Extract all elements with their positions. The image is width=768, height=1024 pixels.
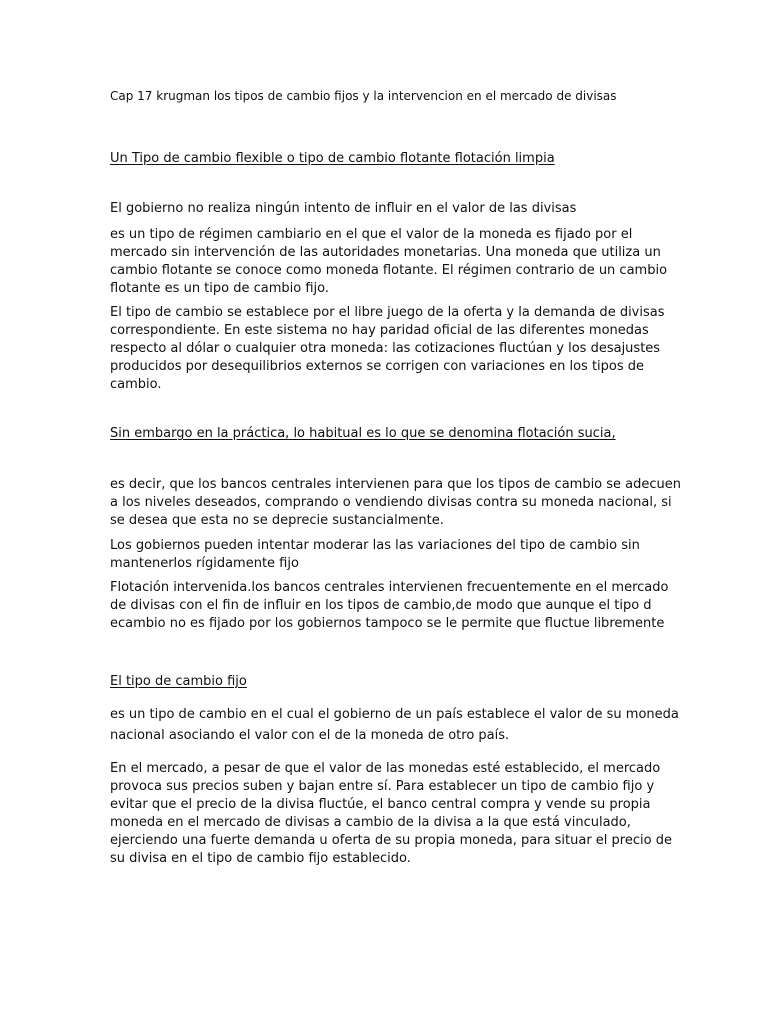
paragraph-line: producidos por desequilibrios externos se corrigen con variaciones en los tipos de <box>110 359 645 374</box>
paragraph-line: flotante es un tipo de cambio fijo. <box>110 281 330 296</box>
paragraph-line: En el mercado, a pesar de que el valor de las monedas esté establecido, el mercado <box>110 761 661 776</box>
paragraph-line: mercado sin intervención de las autoridades monetarias. Una moneda que utiliza un <box>110 245 661 260</box>
paragraph-line: es decir, que los bancos centrales intervienen para que los tipos de cambio se adecuen <box>110 477 682 492</box>
paragraph-line: moneda en el mercado de divisas a cambio de la divisa a la que está vinculado, <box>110 815 631 830</box>
paragraph-line: es un tipo de cambio en el cual el gobierno de un país establece el valor de su moneda <box>110 707 679 722</box>
paragraph-line: Los gobiernos pueden intentar moderar las las variaciones del tipo de cambio sin <box>110 538 640 553</box>
paragraph-line: evitar que el precio de la divisa fluctúe, el banco central compra y vende su propia <box>110 797 651 812</box>
paragraph-line: El gobierno no realiza ningún intento de influir en el valor de las divisas <box>110 201 577 216</box>
paragraph-line: El tipo de cambio se establece por el libre juego de la oferta y la demanda de divisas <box>110 305 665 320</box>
section-heading-dirty-float: Sin embargo en la práctica, lo habitual es lo que se denomina flotación sucia, <box>110 426 616 441</box>
paragraph-line: correspondiente. En este sistema no hay paridad oficial de las diferentes monedas <box>110 323 649 338</box>
paragraph-line: es un tipo de régimen cambiario en el que el valor de la moneda es fijado por el <box>110 227 633 242</box>
section-heading-flexible: Un Tipo de cambio flexible o tipo de cambio flotante flotación limpia <box>110 151 555 166</box>
paragraph-line: mantenerlos rígidamente fijo <box>110 556 299 571</box>
paragraph-line: su divisa en el tipo de cambio fijo establecido. <box>110 851 411 866</box>
document-title: Cap 17 krugman los tipos de cambio fijos y la intervencion en el mercado de divisas <box>110 89 617 103</box>
paragraph-line: nacional asociando el valor con el de la moneda de otro país. <box>110 728 510 743</box>
paragraph-line: se desea que esta no se deprecie sustancialmente. <box>110 513 444 528</box>
paragraph-line: ejerciendo una fuerte demanda u oferta de su propia moneda, para situar el precio de <box>110 833 672 848</box>
section-heading-fixed: El tipo de cambio fijo <box>110 674 247 689</box>
paragraph-line: cambio flotante se conoce como moneda flotante. El régimen contrario de un cambio <box>110 263 668 278</box>
paragraph-line: provoca sus precios suben y bajan entre sí. Para establecer un tipo de cambio fijo y <box>110 779 655 794</box>
paragraph-line: a los niveles deseados, comprando o vendiendo divisas contra su moneda nacional, si <box>110 495 672 510</box>
paragraph-line: respecto al dólar o cualquier otra moneda: las cotizaciones fluctúan y los desajustes <box>110 341 661 356</box>
paragraph-line: cambio. <box>110 377 162 392</box>
paragraph-line: Flotación intervenida.los bancos centrales intervienen frecuentemente en el mercado <box>110 580 669 595</box>
paragraph-line: de divisas con el fin de influir en los tipos de cambio,de modo que aunque el tipo d <box>110 598 652 613</box>
paragraph-line: ecambio no es fijado por los gobiernos tampoco se le permite que fluctue libremente <box>110 616 665 631</box>
